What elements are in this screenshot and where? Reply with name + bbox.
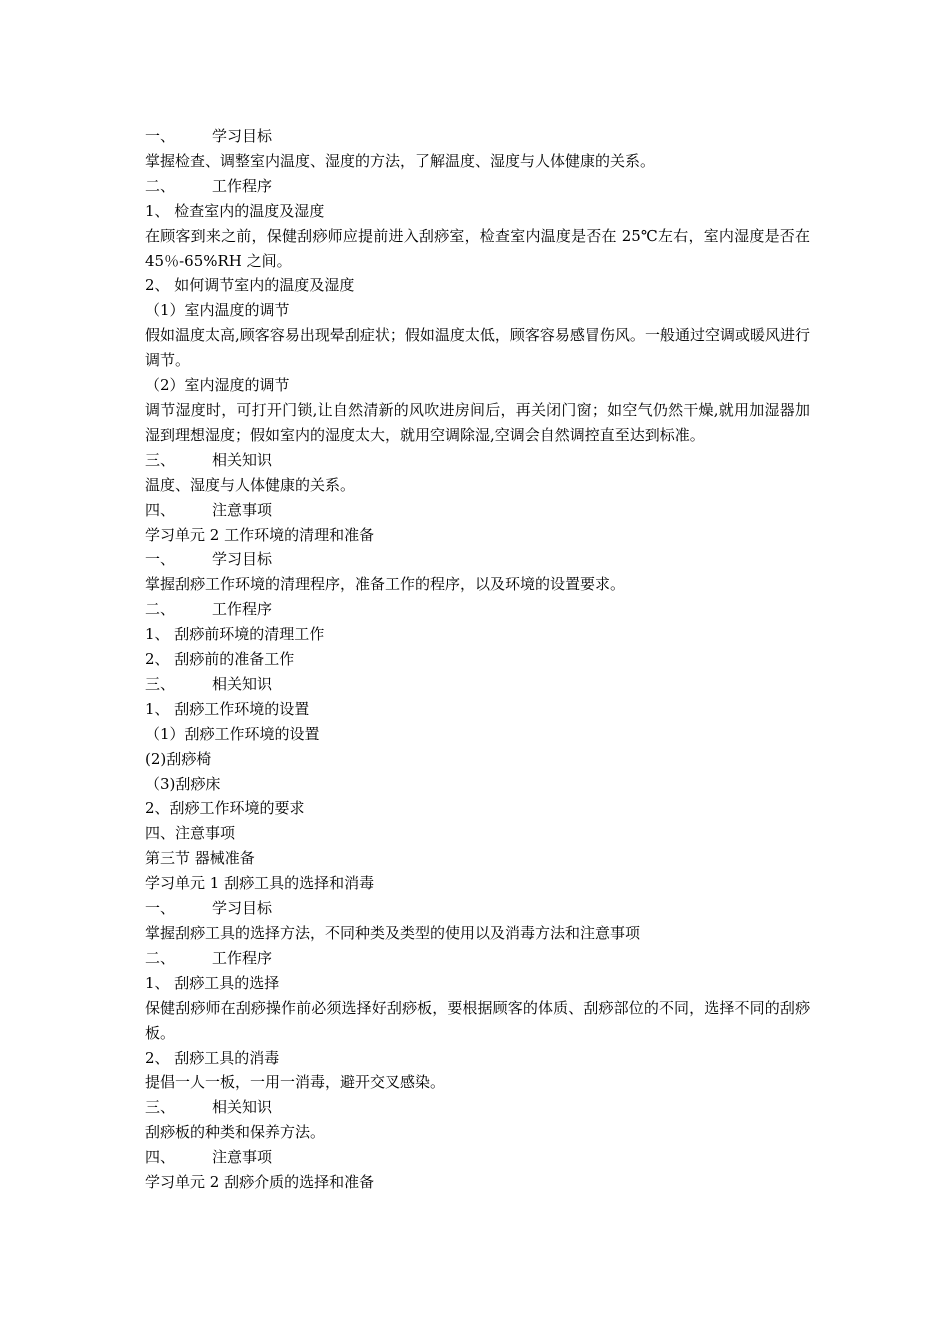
heading-number: 一、 xyxy=(145,899,176,918)
paragraph: 提倡一人一板，一用一消毒，避开交叉感染。 xyxy=(145,1073,446,1092)
section-heading xyxy=(145,1145,810,1170)
heading-text: 相关知识 xyxy=(212,1098,273,1117)
paragraph: 1、 刮痧工作环境的设置 xyxy=(145,699,310,718)
section-heading xyxy=(145,672,810,697)
paragraph: 1、 检查室内的温度及湿度 xyxy=(145,201,325,220)
heading-text: 学习目标 xyxy=(212,127,273,145)
paragraph: 掌握检查、调整室内温度、湿度的方法，了解温度、湿度与人体健康的关系。 xyxy=(145,151,656,170)
paragraph: 学习单元 2 刮痧介质的选择和准备 xyxy=(145,1173,375,1192)
paragraph: 掌握刮痧工作环境的清理程序，准备工作的程序，以及环境的设置要求。 xyxy=(145,575,626,594)
section-heading xyxy=(145,448,810,473)
paragraph: 2、刮痧工作环境的要求 xyxy=(145,799,305,818)
paragraph: 掌握刮痧工具的选择方法，不同种类及类型的使用以及消毒方法和注意事项 xyxy=(145,924,641,942)
heading-number: 三、 xyxy=(145,1098,176,1117)
paragraph: 2、 刮痧工具的消毒 xyxy=(145,1048,280,1067)
paragraph: 温度、湿度与人体健康的关系。 xyxy=(145,475,356,494)
paragraph: 学习单元 1 刮痧工具的选择和消毒 xyxy=(145,874,375,893)
document-body xyxy=(145,124,810,1195)
section-heading xyxy=(145,896,810,921)
paragraph: 在顾客到来之前，保健刮痧师应提前进入刮痧室，检查室内温度是否在 25℃左右，室内湿度是否在 45％-65%RH 之间。 xyxy=(145,226,810,270)
paragraph: （1）室内温度的调节 xyxy=(145,301,290,320)
section-heading xyxy=(145,174,810,199)
paragraph: 学习单元 2 工作环境的清理和准备 xyxy=(145,525,375,544)
heading-text: 注意事项 xyxy=(212,1148,273,1167)
paragraph: 保健刮痧师在刮痧操作前必须选择好刮痧板，要根据顾客的体质、刮痧部位的不同，选择不同的刮痧板。 xyxy=(145,998,810,1042)
heading-text: 相关知识 xyxy=(212,674,273,693)
heading-text: 工作程序 xyxy=(212,948,273,967)
heading-text: 学习目标 xyxy=(212,899,273,918)
section-heading xyxy=(145,1095,810,1120)
heading-text: 工作程序 xyxy=(212,600,273,619)
paragraph: （3)刮痧床 xyxy=(145,774,221,793)
section-heading xyxy=(145,547,810,572)
heading-text: 工作程序 xyxy=(212,176,273,195)
paragraph: （1）刮痧工作环境的设置 xyxy=(145,724,320,743)
paragraph: 刮痧板的种类和保养方法。 xyxy=(145,1123,326,1142)
heading-number: 四、 xyxy=(145,1148,176,1167)
paragraph: 1、 刮痧前环境的清理工作 xyxy=(145,625,325,644)
heading-number: 三、 xyxy=(145,450,176,469)
paragraph: 第三节 器械准备 xyxy=(145,849,255,868)
section-heading xyxy=(145,498,810,523)
paragraph: 假如温度太高,顾客容易出现晕刮症状；假如温度太低，顾客容易感冒伤风。一般通过空调或暖风进行调节。 xyxy=(145,326,810,370)
section-heading xyxy=(145,946,810,971)
heading-text: 学习目标 xyxy=(212,550,273,569)
heading-text: 相关知识 xyxy=(212,450,273,469)
heading-number: 二、 xyxy=(145,600,176,619)
paragraph: 1、 刮痧工具的选择 xyxy=(145,973,280,992)
heading-number: 四、 xyxy=(145,500,176,519)
paragraph: 四、注意事项 xyxy=(145,824,236,843)
paragraph: (2)刮痧椅 xyxy=(145,749,212,768)
paragraph: （2）室内湿度的调节 xyxy=(145,376,290,395)
heading-number: 一、 xyxy=(145,127,176,145)
section-heading xyxy=(145,597,810,622)
heading-text: 注意事项 xyxy=(212,500,273,519)
heading-number: 二、 xyxy=(145,948,176,967)
heading-number: 二、 xyxy=(145,176,176,195)
section-heading xyxy=(145,124,810,149)
heading-number: 一、 xyxy=(145,550,176,569)
paragraph: 调节湿度时，可打开门锁,让自然清新的风吹进房间后，再关闭门窗；如空气仍然干燥,就用加湿器加湿到理想湿度；假如室内的湿度太大，就用空调除湿,空调会自然调控直至达到标准。 xyxy=(145,400,810,444)
paragraph: 2、 刮痧前的准备工作 xyxy=(145,650,295,669)
paragraph: 2、 如何调节室内的温度及湿度 xyxy=(145,276,355,295)
heading-number: 三、 xyxy=(145,674,176,693)
